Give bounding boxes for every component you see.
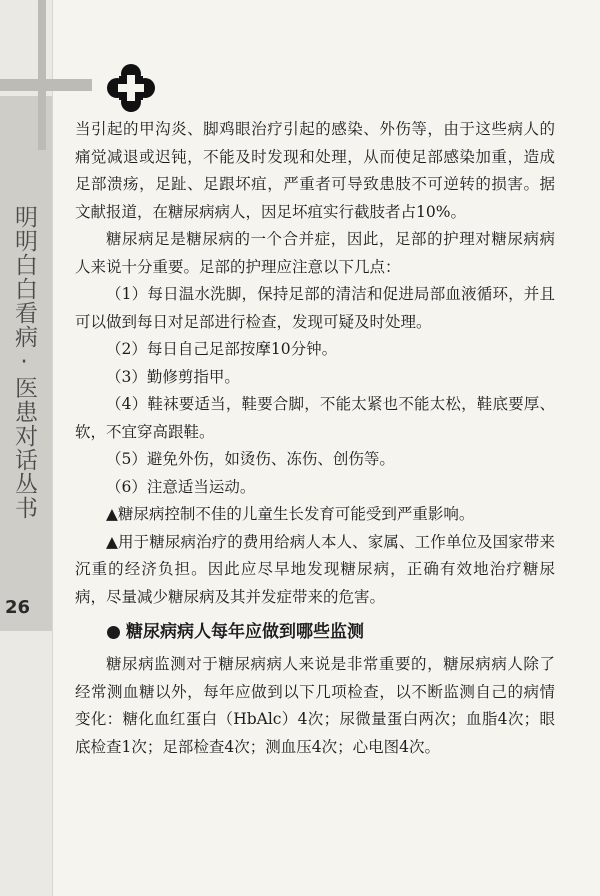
list-item: （6）注意适当运动。 xyxy=(106,477,256,496)
paragraph-monitoring: 糖尿病监测对于糖尿病病人来说是非常重要的，糖尿病病人除了经常测血糖以外，每年应做到以下几项检查，以不断监测自己的病情变化：糖化血红蛋白（HbAlc）4次；尿微量蛋白两次；血脂4次；眼底检查1次；足部检查4次；测血压4次；心电图4次。 xyxy=(75,655,555,756)
bullet-economic-burden: ▲用于糖尿病治疗的费用给病人本人、家属、工作单位及国家带来沉重的经济负担。因此应尽早地发现糖尿病，正确有效地治疗糖尿病，尽量减少糖尿病及其并发症带来的危害。 xyxy=(75,532,555,606)
bullet-dot-icon xyxy=(107,626,120,639)
section-heading xyxy=(75,617,555,647)
list-item: （1）每日温水洗脚，保持足部的清洁和促进局部血液循环，并且可以做到每日对足部进行检查，发现可疑及时处理。 xyxy=(75,285,555,331)
medical-cross-logo-icon xyxy=(107,64,155,112)
decorative-vertical-bar xyxy=(38,0,46,150)
list-item: （5）避免外伤，如烫伤、冻伤、创伤等。 xyxy=(106,450,395,468)
paragraph-foot-care: 糖尿病足是糖尿病的一个合并症，因此，足部的护理对糖尿病病人来说十分重要。足部的护理应注意以下几点： xyxy=(75,230,555,276)
page-number: 26 xyxy=(5,597,31,618)
page-body xyxy=(75,116,555,761)
bullet-children-growth: ▲糖尿病控制不佳的儿童生长发育可能受到严重影响。 xyxy=(106,505,475,523)
series-title: 明明白白看病·医患对话丛书 xyxy=(11,205,37,520)
list-item: （3）勤修剪指甲。 xyxy=(106,367,240,386)
list-item: （2）每日自己足部按摩10分钟。 xyxy=(106,340,338,358)
paragraph-foot-infection: 当引起的甲沟炎、脚鸡眼治疗引起的感染、外伤等，由于这些病人的痛觉减退或迟钝，不能及时发现和处理，从而使足部感染加重，造成足部溃疡，足趾、足跟坏疽，严重者可导致患肢不可逆转的损害。据文献报道，在糖尿病病人，因足坏疽实行截肢者占10%。 xyxy=(75,120,555,221)
section-heading-text: 糖尿病病人每年应做到哪些监测 xyxy=(126,622,364,642)
decorative-horizontal-bar xyxy=(0,79,92,91)
list-item: （4）鞋袜要适当，鞋要合脚，不能太紧也不能太松，鞋底要厚、软，不宜穿高跟鞋。 xyxy=(75,395,555,441)
